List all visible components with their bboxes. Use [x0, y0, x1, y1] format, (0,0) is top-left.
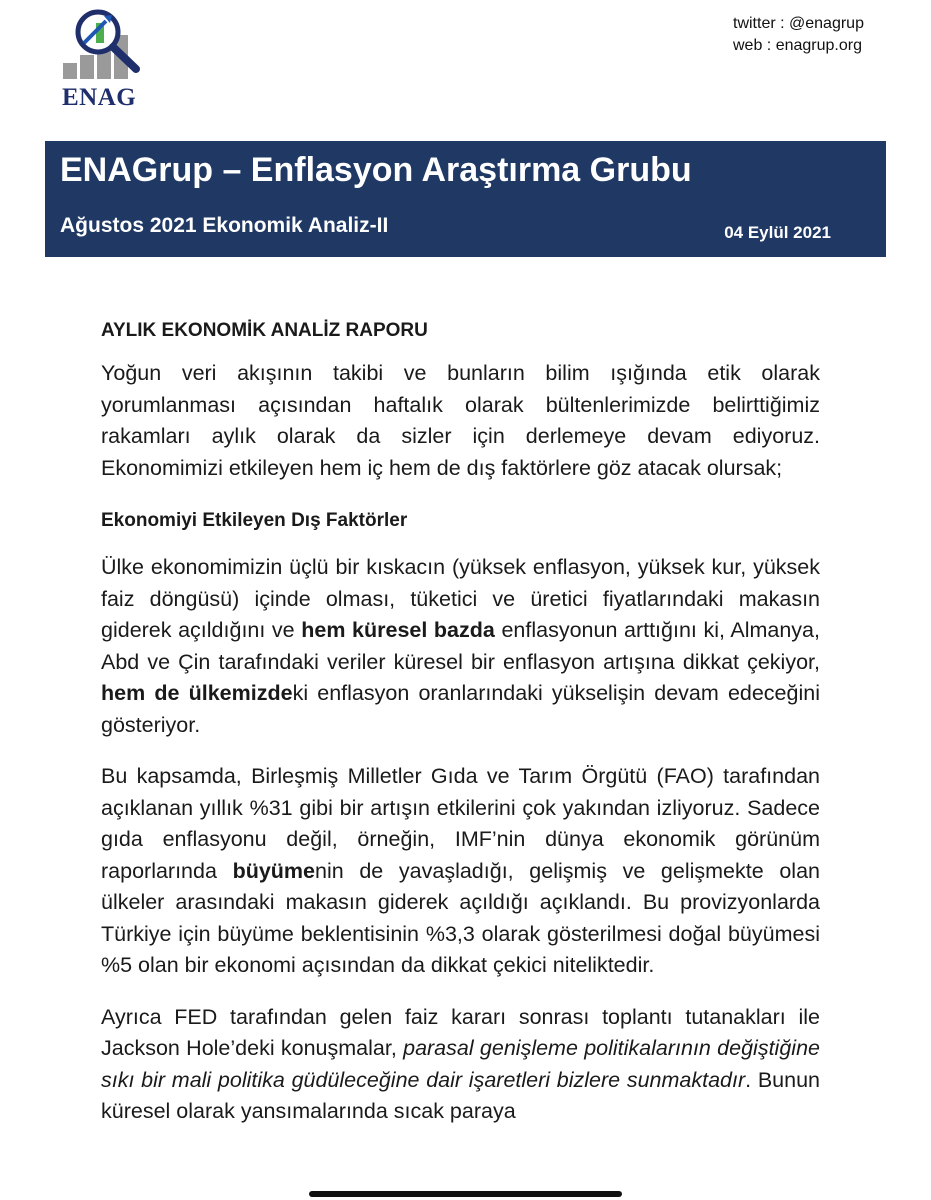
report-date: 04 Eylül 2021: [724, 223, 831, 242]
title-banner: [45, 141, 886, 257]
magnifier-chart-icon: [58, 5, 158, 85]
home-indicator[interactable]: [309, 1191, 622, 1197]
contact-info: [733, 13, 864, 57]
page-title: ENAGrup – Enflasyon Araştırma Grubu: [60, 151, 692, 189]
report-body: [101, 320, 820, 1148]
website-link: web : enagrup.org: [733, 37, 862, 54]
paragraph-2: Bu kapsamda, Birleşmiş Milletler Gıda ve Tarım Örgütü (FAO) tarafından açıklanan yıllık %31 gibi bir artışın etkilerini çok yakından izliyoruz. Sadece gıda enflasyonu değil, örneğin, IMF’nin dünya ekonomik görünüm raporlarında büyümenin de yavaşladığı, gelişmiş ve gelişmekte olan ülkeler arasındaki makasın giderek açıldığı açıklandı. Bu provizyonlarda Türkiye için büyüme beklentisinin %3,3 olarak gösterilmesi doğal büyümesi %5 olan bir ekonomi açısından da dikkat çekici niteliktedir.: [101, 764, 820, 977]
paragraph-3: Ayrıca FED tarafından gelen faiz kararı sonrası toplantı tutanakları ile Jackson Hole’deki konuşmalar, parasal genişleme politikalarının değiştiğine sıkı bir mali politika güdüleceğine dair işaretleri bizlere sunmaktadır. Bunun küresel olarak yansımalarında sıcak paraya: [101, 1004, 820, 1123]
logo-text: ENAG: [62, 84, 137, 111]
twitter-handle: twitter : @enagrup: [733, 15, 864, 32]
intro-paragraph: Yoğun veri akışının takibi ve bunların bilim ışığında etik olarak yorumlanması açısından haftalık olarak bültenlerimizde belirttiğimiz rakamları aylık olarak da sizler için derlemeye devam ediyoruz. Ekonomimizi etkileyen hem iç hem de dış faktörlere göz atacak olursak;: [101, 361, 820, 480]
report-subtitle: Ağustos 2021 Ekonomik Analiz-II: [60, 214, 389, 237]
section-heading: Ekonomiyi Etkileyen Dış Faktörler: [101, 510, 408, 531]
paragraph-1: Ülke ekonomimizin üçlü bir kıskacın (yüksek enflasyon, yüksek kur, yüksek faiz döngüsü) içinde olması, tüketici ve üretici fiyatlarındaki makasın giderek açıldığını ve hem küresel bazda enflasyonun arttığını ki, Almanya, Abd ve Çin tarafındaki veriler küresel bir enflasyon artışına dikkat çekiyor, hem de ülkemizdeki enflasyon oranlarındaki yükselişin devam edeceğini gösteriyor.: [101, 555, 820, 737]
report-heading: AYLIK EKONOMİK ANALİZ RAPORU: [101, 320, 428, 341]
